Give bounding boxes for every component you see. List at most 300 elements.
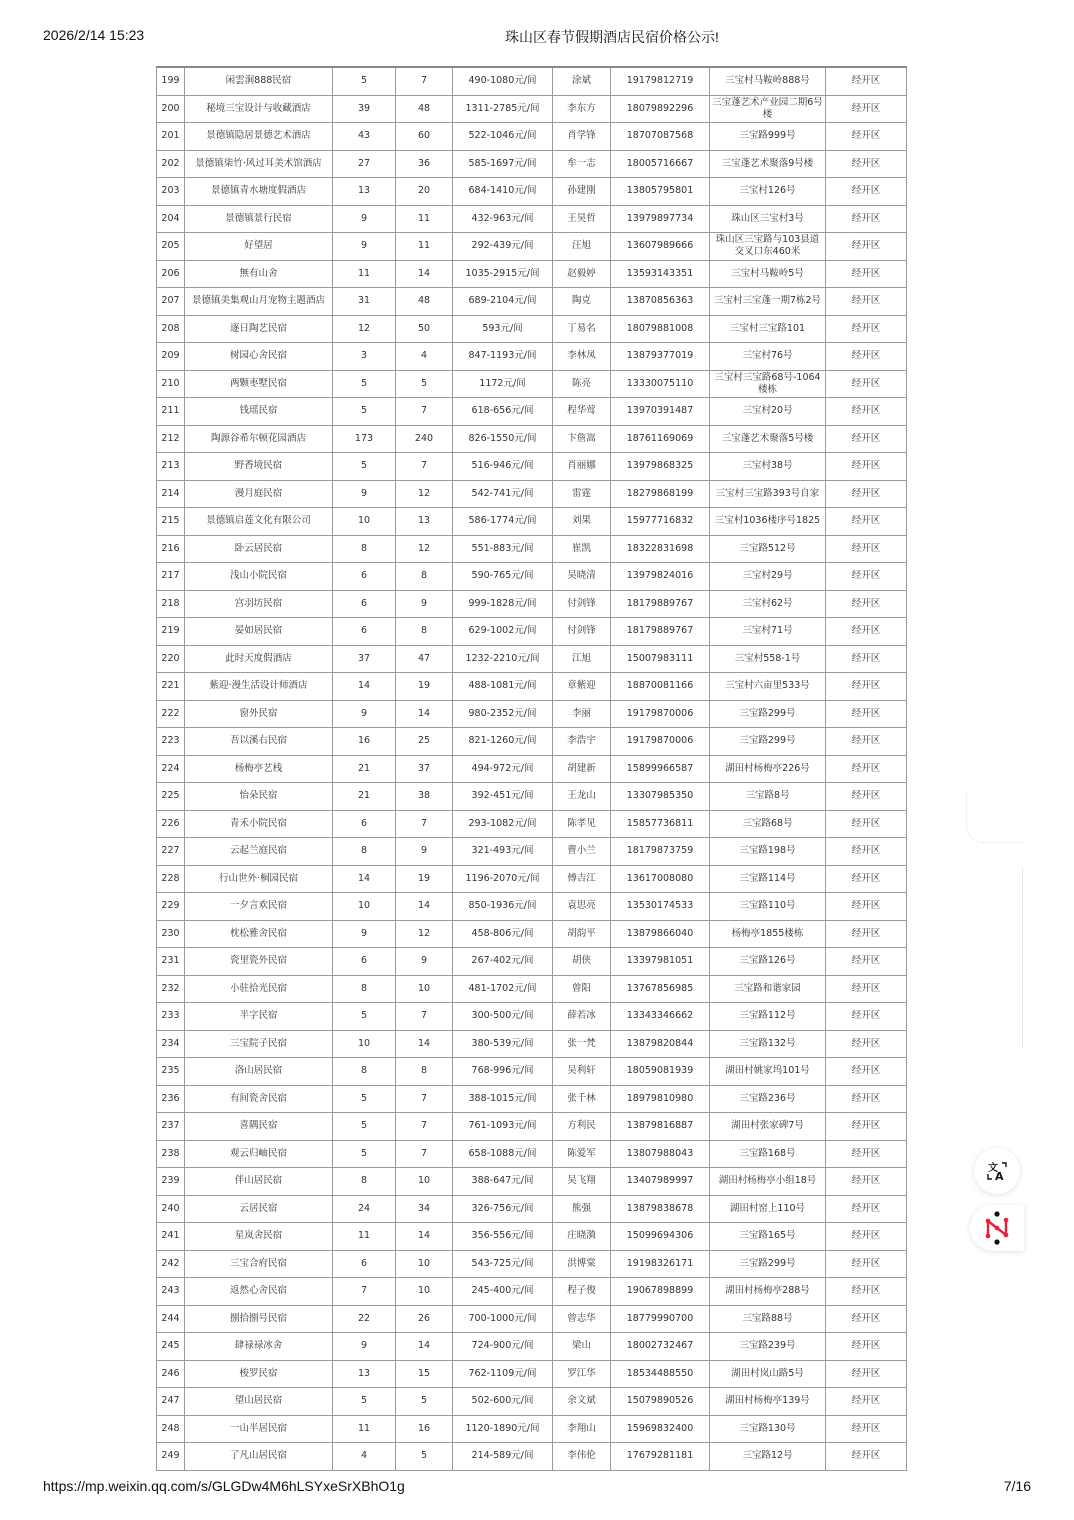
cell-phone: 18079892296 [611, 95, 710, 123]
table-row [157, 1085, 907, 1113]
cell-rooms: 11 [333, 260, 396, 288]
cell-no: 214 [157, 480, 185, 508]
cell-no: 235 [157, 1058, 185, 1086]
cell-beds: 36 [396, 150, 453, 178]
cell-beds: 14 [396, 1333, 453, 1361]
cell-beds: 10 [396, 975, 453, 1003]
cell-name: 钱瑶民宿 [185, 398, 333, 426]
table-row [157, 370, 907, 398]
table-row [157, 1333, 907, 1361]
table-row [157, 425, 907, 453]
cell-no: 213 [157, 453, 185, 481]
cell-beds: 16 [396, 1415, 453, 1443]
cell-beds: 7 [396, 453, 453, 481]
cell-contact: 李林凤 [553, 343, 611, 371]
cell-beds: 7 [396, 1003, 453, 1031]
table-row [157, 838, 907, 866]
cell-beds: 12 [396, 480, 453, 508]
cell-phone: 15977716832 [611, 508, 710, 536]
cell-no: 201 [157, 123, 185, 151]
table-row [157, 1113, 907, 1141]
cell-rooms: 9 [333, 233, 396, 261]
cell-name: 景德镇隐居景德艺术酒店 [185, 123, 333, 151]
cell-no: 199 [157, 67, 185, 95]
cell-area: 经开区 [826, 1113, 907, 1141]
cell-name: 景德镇景行民宿 [185, 205, 333, 233]
cell-address: 三宝村558-1号 [710, 645, 826, 673]
cell-phone: 15099694306 [611, 1223, 710, 1251]
cell-rooms: 21 [333, 755, 396, 783]
cell-no: 241 [157, 1223, 185, 1251]
cell-no: 200 [157, 95, 185, 123]
cell-phone: 13397981051 [611, 948, 710, 976]
cell-rooms: 43 [333, 123, 396, 151]
cell-address: 三宝路68号 [710, 810, 826, 838]
cell-beds: 34 [396, 1195, 453, 1223]
cell-name: 捌拾捌号民宿 [185, 1305, 333, 1333]
cell-rooms: 9 [333, 920, 396, 948]
cell-contact: 庄晓漪 [553, 1223, 611, 1251]
cell-beds: 9 [396, 948, 453, 976]
cell-beds: 20 [396, 178, 453, 206]
cell-rooms: 10 [333, 1030, 396, 1058]
cell-area: 经开区 [826, 508, 907, 536]
cell-rooms: 7 [333, 1278, 396, 1306]
cell-area: 经开区 [826, 700, 907, 728]
source-url[interactable]: https://mp.weixin.qq.com/s/GLGDw4M6hLSYxeSrXBhO1g [43, 1478, 405, 1494]
cell-rooms: 6 [333, 618, 396, 646]
cell-address: 三宝蓬艺术聚落9号楼 [710, 150, 826, 178]
cell-contact: 王龙山 [553, 783, 611, 811]
cell-contact: 肖学锋 [553, 123, 611, 151]
cell-phone: 13870856363 [611, 288, 710, 316]
cell-phone: 18707087568 [611, 123, 710, 151]
cell-beds: 37 [396, 755, 453, 783]
cell-contact: 洪博棠 [553, 1250, 611, 1278]
cell-no: 205 [157, 233, 185, 261]
cell-phone: 13530174533 [611, 893, 710, 921]
cell-no: 203 [157, 178, 185, 206]
table-row [157, 673, 907, 701]
table-row [157, 1003, 907, 1031]
cell-phone: 13879838678 [611, 1195, 710, 1223]
cell-name: 野香境民宿 [185, 453, 333, 481]
cell-rooms: 14 [333, 673, 396, 701]
cell-phone: 19179870006 [611, 728, 710, 756]
cell-contact: 李翔山 [553, 1415, 611, 1443]
cell-no: 242 [157, 1250, 185, 1278]
cell-phone: 18534488550 [611, 1360, 710, 1388]
cell-no: 206 [157, 260, 185, 288]
cell-area: 经开区 [826, 893, 907, 921]
cell-name: 紫迎·漫生活设计师酒店 [185, 673, 333, 701]
cell-contact: 方利民 [553, 1113, 611, 1141]
cell-name: 怡朵民宿 [185, 783, 333, 811]
cell-address: 三宝路198号 [710, 838, 826, 866]
cell-phone: 18002732467 [611, 1333, 710, 1361]
cell-area: 经开区 [826, 1360, 907, 1388]
cell-rooms: 14 [333, 865, 396, 893]
cell-address: 三宝路299号 [710, 728, 826, 756]
cell-address: 三宝路和谐家园 [710, 975, 826, 1003]
table-row [157, 810, 907, 838]
cell-area: 经开区 [826, 563, 907, 591]
cell-area: 经开区 [826, 1058, 907, 1086]
table-row [157, 1278, 907, 1306]
cell-contact: 牟一志 [553, 150, 611, 178]
cell-contact: 吴飞翔 [553, 1168, 611, 1196]
cell-address: 三宝村三宝路101 [710, 315, 826, 343]
cell-contact: 陶克 [553, 288, 611, 316]
cell-no: 237 [157, 1113, 185, 1141]
cell-no: 231 [157, 948, 185, 976]
cell-price: 543-725元/间 [453, 1250, 553, 1278]
cell-contact: 曾志华 [553, 1305, 611, 1333]
page-title: 珠山区春节假期酒店民宿价格公示! [505, 29, 719, 45]
cell-phone: 18761169069 [611, 425, 710, 453]
cell-contact: 陈爱军 [553, 1140, 611, 1168]
cell-name: 景德镇启莲文化有限公司 [185, 508, 333, 536]
cell-area: 经开区 [826, 975, 907, 1003]
table-row [157, 67, 907, 95]
cell-phone: 15969832400 [611, 1415, 710, 1443]
cell-contact: 梁山 [553, 1333, 611, 1361]
cell-address: 三宝村1036楼序号1825 [710, 508, 826, 536]
cell-beds: 14 [396, 1223, 453, 1251]
table-row [157, 1168, 907, 1196]
table-row [157, 480, 907, 508]
cell-area: 经开区 [826, 948, 907, 976]
cell-phone: 13879866040 [611, 920, 710, 948]
cell-rooms: 6 [333, 810, 396, 838]
cell-phone: 15857736811 [611, 810, 710, 838]
cell-price: 321-493元/间 [453, 838, 553, 866]
cell-beds: 14 [396, 260, 453, 288]
cell-name: 漫月庭民宿 [185, 480, 333, 508]
table-row [157, 1443, 907, 1471]
ai-assistant-icon [982, 1210, 1012, 1246]
cell-beds: 12 [396, 920, 453, 948]
cell-address: 三宝路112号 [710, 1003, 826, 1031]
cell-rooms: 173 [333, 425, 396, 453]
price-table [156, 66, 907, 1471]
cell-no: 249 [157, 1443, 185, 1471]
cell-address: 三宝村29号 [710, 563, 826, 591]
cell-address: 湖田村岚山路5号 [710, 1360, 826, 1388]
cell-contact: 李浩宇 [553, 728, 611, 756]
cell-no: 225 [157, 783, 185, 811]
cell-no: 211 [157, 398, 185, 426]
cell-area: 经开区 [826, 1278, 907, 1306]
cell-area: 经开区 [826, 315, 907, 343]
cell-phone: 19067898899 [611, 1278, 710, 1306]
table-row [157, 755, 907, 783]
cell-address: 三宝村20号 [710, 398, 826, 426]
cell-no: 220 [157, 645, 185, 673]
cell-name: 树园心舍民宿 [185, 343, 333, 371]
cell-area: 经开区 [826, 1140, 907, 1168]
cell-price: 593元/间 [453, 315, 553, 343]
cell-no: 202 [157, 150, 185, 178]
cell-name: 梭罗民宿 [185, 1360, 333, 1388]
cell-area: 经开区 [826, 783, 907, 811]
cell-contact: 袁思亮 [553, 893, 611, 921]
table-row [157, 563, 907, 591]
cell-no: 216 [157, 535, 185, 563]
cell-beds: 7 [396, 67, 453, 95]
table-row [157, 783, 907, 811]
cell-beds: 4 [396, 343, 453, 371]
cell-address: 湖田村姚家坞101号 [710, 1058, 826, 1086]
cell-beds: 8 [396, 563, 453, 591]
cell-address: 三宝村马鞍岭5号 [710, 260, 826, 288]
cell-rooms: 39 [333, 95, 396, 123]
cell-contact: 程子俊 [553, 1278, 611, 1306]
cell-contact: 胡侠 [553, 948, 611, 976]
cell-contact: 孙建刚 [553, 178, 611, 206]
cell-rooms: 8 [333, 1168, 396, 1196]
cell-phone: 18322831698 [611, 535, 710, 563]
cell-no: 230 [157, 920, 185, 948]
table-row [157, 590, 907, 618]
cell-area: 经开区 [826, 150, 907, 178]
table-row [157, 343, 907, 371]
cell-rooms: 9 [333, 205, 396, 233]
cell-phone: 13879820844 [611, 1030, 710, 1058]
cell-rooms: 6 [333, 1250, 396, 1278]
cell-price: 356-556元/间 [453, 1223, 553, 1251]
cell-name: 好望居 [185, 233, 333, 261]
cell-name: 瓷里瓷外民宿 [185, 948, 333, 976]
cell-contact: 赵毅婷 [553, 260, 611, 288]
table-row [157, 1223, 907, 1251]
cell-no: 204 [157, 205, 185, 233]
table-row [157, 975, 907, 1003]
cell-contact: 吴利轩 [553, 1058, 611, 1086]
cell-rooms: 8 [333, 975, 396, 1003]
cell-contact: 涂斌 [553, 67, 611, 95]
cell-no: 228 [157, 865, 185, 893]
cell-contact: 胡韵平 [553, 920, 611, 948]
cell-name: 返然心舍民宿 [185, 1278, 333, 1306]
cell-contact: 肖丽娜 [553, 453, 611, 481]
cell-area: 经开区 [826, 453, 907, 481]
cell-beds: 9 [396, 590, 453, 618]
cell-beds: 7 [396, 810, 453, 838]
cell-rooms: 4 [333, 1443, 396, 1471]
cell-phone: 19198326171 [611, 1250, 710, 1278]
cell-beds: 7 [396, 1113, 453, 1141]
cell-name: 喜隅民宿 [185, 1113, 333, 1141]
cell-name: 陶源谷希尔顿花园酒店 [185, 425, 333, 453]
cell-beds: 48 [396, 288, 453, 316]
cell-no: 247 [157, 1388, 185, 1416]
cell-address: 三宝路12号 [710, 1443, 826, 1471]
cell-no: 215 [157, 508, 185, 536]
cell-price: 629-1002元/间 [453, 618, 553, 646]
table-row [157, 893, 907, 921]
cell-beds: 7 [396, 1140, 453, 1168]
cell-no: 222 [157, 700, 185, 728]
cell-area: 经开区 [826, 1223, 907, 1251]
table-row [157, 700, 907, 728]
cell-no: 243 [157, 1278, 185, 1306]
cell-phone: 13879816887 [611, 1113, 710, 1141]
cell-rooms: 8 [333, 1058, 396, 1086]
cell-phone: 18005716667 [611, 150, 710, 178]
cell-rooms: 5 [333, 370, 396, 398]
ai-assistant-button[interactable] [970, 1205, 1024, 1251]
cell-area: 经开区 [826, 343, 907, 371]
cell-phone: 19179870006 [611, 700, 710, 728]
cell-address: 三宝路126号 [710, 948, 826, 976]
cell-beds: 13 [396, 508, 453, 536]
cell-phone: 19179812719 [611, 67, 710, 95]
cell-phone: 13307985350 [611, 783, 710, 811]
cell-name: 小驻拾光民宿 [185, 975, 333, 1003]
cell-contact: 张千林 [553, 1085, 611, 1113]
cell-price: 1196-2070元/间 [453, 865, 553, 893]
cell-beds: 47 [396, 645, 453, 673]
cell-address: 三宝村38号 [710, 453, 826, 481]
cell-no: 221 [157, 673, 185, 701]
cell-contact: 陈孝见 [553, 810, 611, 838]
cell-area: 经开区 [826, 590, 907, 618]
cell-no: 212 [157, 425, 185, 453]
cell-phone: 18979810980 [611, 1085, 710, 1113]
cell-no: 227 [157, 838, 185, 866]
cell-address: 三宝村三宝路393号自家 [710, 480, 826, 508]
cell-rooms: 5 [333, 1388, 396, 1416]
cell-address: 湖田村窑上110号 [710, 1195, 826, 1223]
table-row [157, 1195, 907, 1223]
cell-phone: 18059081939 [611, 1058, 710, 1086]
cell-no: 234 [157, 1030, 185, 1058]
cell-phone: 13407989997 [611, 1168, 710, 1196]
cell-phone: 18779990700 [611, 1305, 710, 1333]
cell-rooms: 6 [333, 590, 396, 618]
cell-area: 经开区 [826, 1250, 907, 1278]
cell-rooms: 5 [333, 453, 396, 481]
scroll-edge [1022, 868, 1023, 1048]
table-body [157, 67, 907, 1470]
cell-rooms: 5 [333, 1085, 396, 1113]
cell-beds: 14 [396, 1030, 453, 1058]
cell-price: 618-656元/间 [453, 398, 553, 426]
cell-area: 经开区 [826, 673, 907, 701]
cell-no: 223 [157, 728, 185, 756]
cell-beds: 10 [396, 1250, 453, 1278]
cell-contact: 江旭 [553, 645, 611, 673]
cell-address: 三宝村62号 [710, 590, 826, 618]
cell-beds: 7 [396, 1085, 453, 1113]
cell-no: 226 [157, 810, 185, 838]
cell-contact: 李丽 [553, 700, 611, 728]
cell-phone: 15899966587 [611, 755, 710, 783]
cell-rooms: 8 [333, 838, 396, 866]
table-row [157, 453, 907, 481]
cell-price: 502-600元/间 [453, 1388, 553, 1416]
cell-rooms: 27 [333, 150, 396, 178]
cell-rooms: 10 [333, 893, 396, 921]
cell-beds: 14 [396, 893, 453, 921]
cell-name: 此时天度假酒店 [185, 645, 333, 673]
cell-no: 246 [157, 1360, 185, 1388]
cell-rooms: 5 [333, 1113, 396, 1141]
cell-contact: 曹小兰 [553, 838, 611, 866]
cell-area: 经开区 [826, 1085, 907, 1113]
cell-area: 经开区 [826, 645, 907, 673]
cell-price: 850-1936元/间 [453, 893, 553, 921]
cell-beds: 19 [396, 673, 453, 701]
cell-price: 847-1193元/间 [453, 343, 553, 371]
cell-area: 经开区 [826, 1030, 907, 1058]
table-row [157, 178, 907, 206]
cell-address: 三宝村76号 [710, 343, 826, 371]
side-panel-tab[interactable] [966, 790, 1025, 843]
cell-price: 684-1410元/间 [453, 178, 553, 206]
svg-text:文: 文 [988, 1163, 998, 1174]
page-number: 7/16 [1003, 1478, 1031, 1494]
table-row [157, 398, 907, 426]
cell-price: 245-400元/间 [453, 1278, 553, 1306]
cell-area: 经开区 [826, 1333, 907, 1361]
cell-phone: 13979824016 [611, 563, 710, 591]
cell-name: 枕松雅舍民宿 [185, 920, 333, 948]
cell-no: 245 [157, 1333, 185, 1361]
cell-contact: 刘果 [553, 508, 611, 536]
cell-price: 522-1046元/间 [453, 123, 553, 151]
table-row [157, 618, 907, 646]
cell-price: 551-883元/间 [453, 535, 553, 563]
cell-no: 217 [157, 563, 185, 591]
table-row [157, 150, 907, 178]
cell-beds: 5 [396, 370, 453, 398]
cell-contact: 陈亮 [553, 370, 611, 398]
translate-button[interactable] [974, 1148, 1020, 1194]
cell-phone: 13593143351 [611, 260, 710, 288]
cell-phone: 13879377019 [611, 343, 710, 371]
cell-rooms: 9 [333, 1333, 396, 1361]
cell-beds: 38 [396, 783, 453, 811]
cell-contact: 卞詹嵩 [553, 425, 611, 453]
cell-phone: 18079881008 [611, 315, 710, 343]
cell-phone: 18179873759 [611, 838, 710, 866]
cell-phone: 13330075110 [611, 370, 710, 398]
cell-rooms: 13 [333, 1360, 396, 1388]
table-row [157, 865, 907, 893]
cell-phone: 15007983111 [611, 645, 710, 673]
cell-phone: 13979868325 [611, 453, 710, 481]
cell-name: 望山居民宿 [185, 1388, 333, 1416]
cell-name: 云起兰庭民宿 [185, 838, 333, 866]
cell-address: 三宝路132号 [710, 1030, 826, 1058]
cell-price: 267-402元/间 [453, 948, 553, 976]
table-row [157, 1058, 907, 1086]
cell-phone: 13807988043 [611, 1140, 710, 1168]
cell-price: 292-439元/间 [453, 233, 553, 261]
cell-name: 肆禄禄冰舍 [185, 1333, 333, 1361]
cell-name: 秘境三宝设计与收藏酒店 [185, 95, 333, 123]
cell-no: 233 [157, 1003, 185, 1031]
cell-rooms: 37 [333, 645, 396, 673]
cell-name: 闲雲涧888民宿 [185, 67, 333, 95]
cell-name: 星岚舍民宿 [185, 1223, 333, 1251]
cell-beds: 11 [396, 205, 453, 233]
cell-area: 经开区 [826, 865, 907, 893]
cell-price: 490-1080元/间 [453, 67, 553, 95]
cell-price: 724-900元/间 [453, 1333, 553, 1361]
